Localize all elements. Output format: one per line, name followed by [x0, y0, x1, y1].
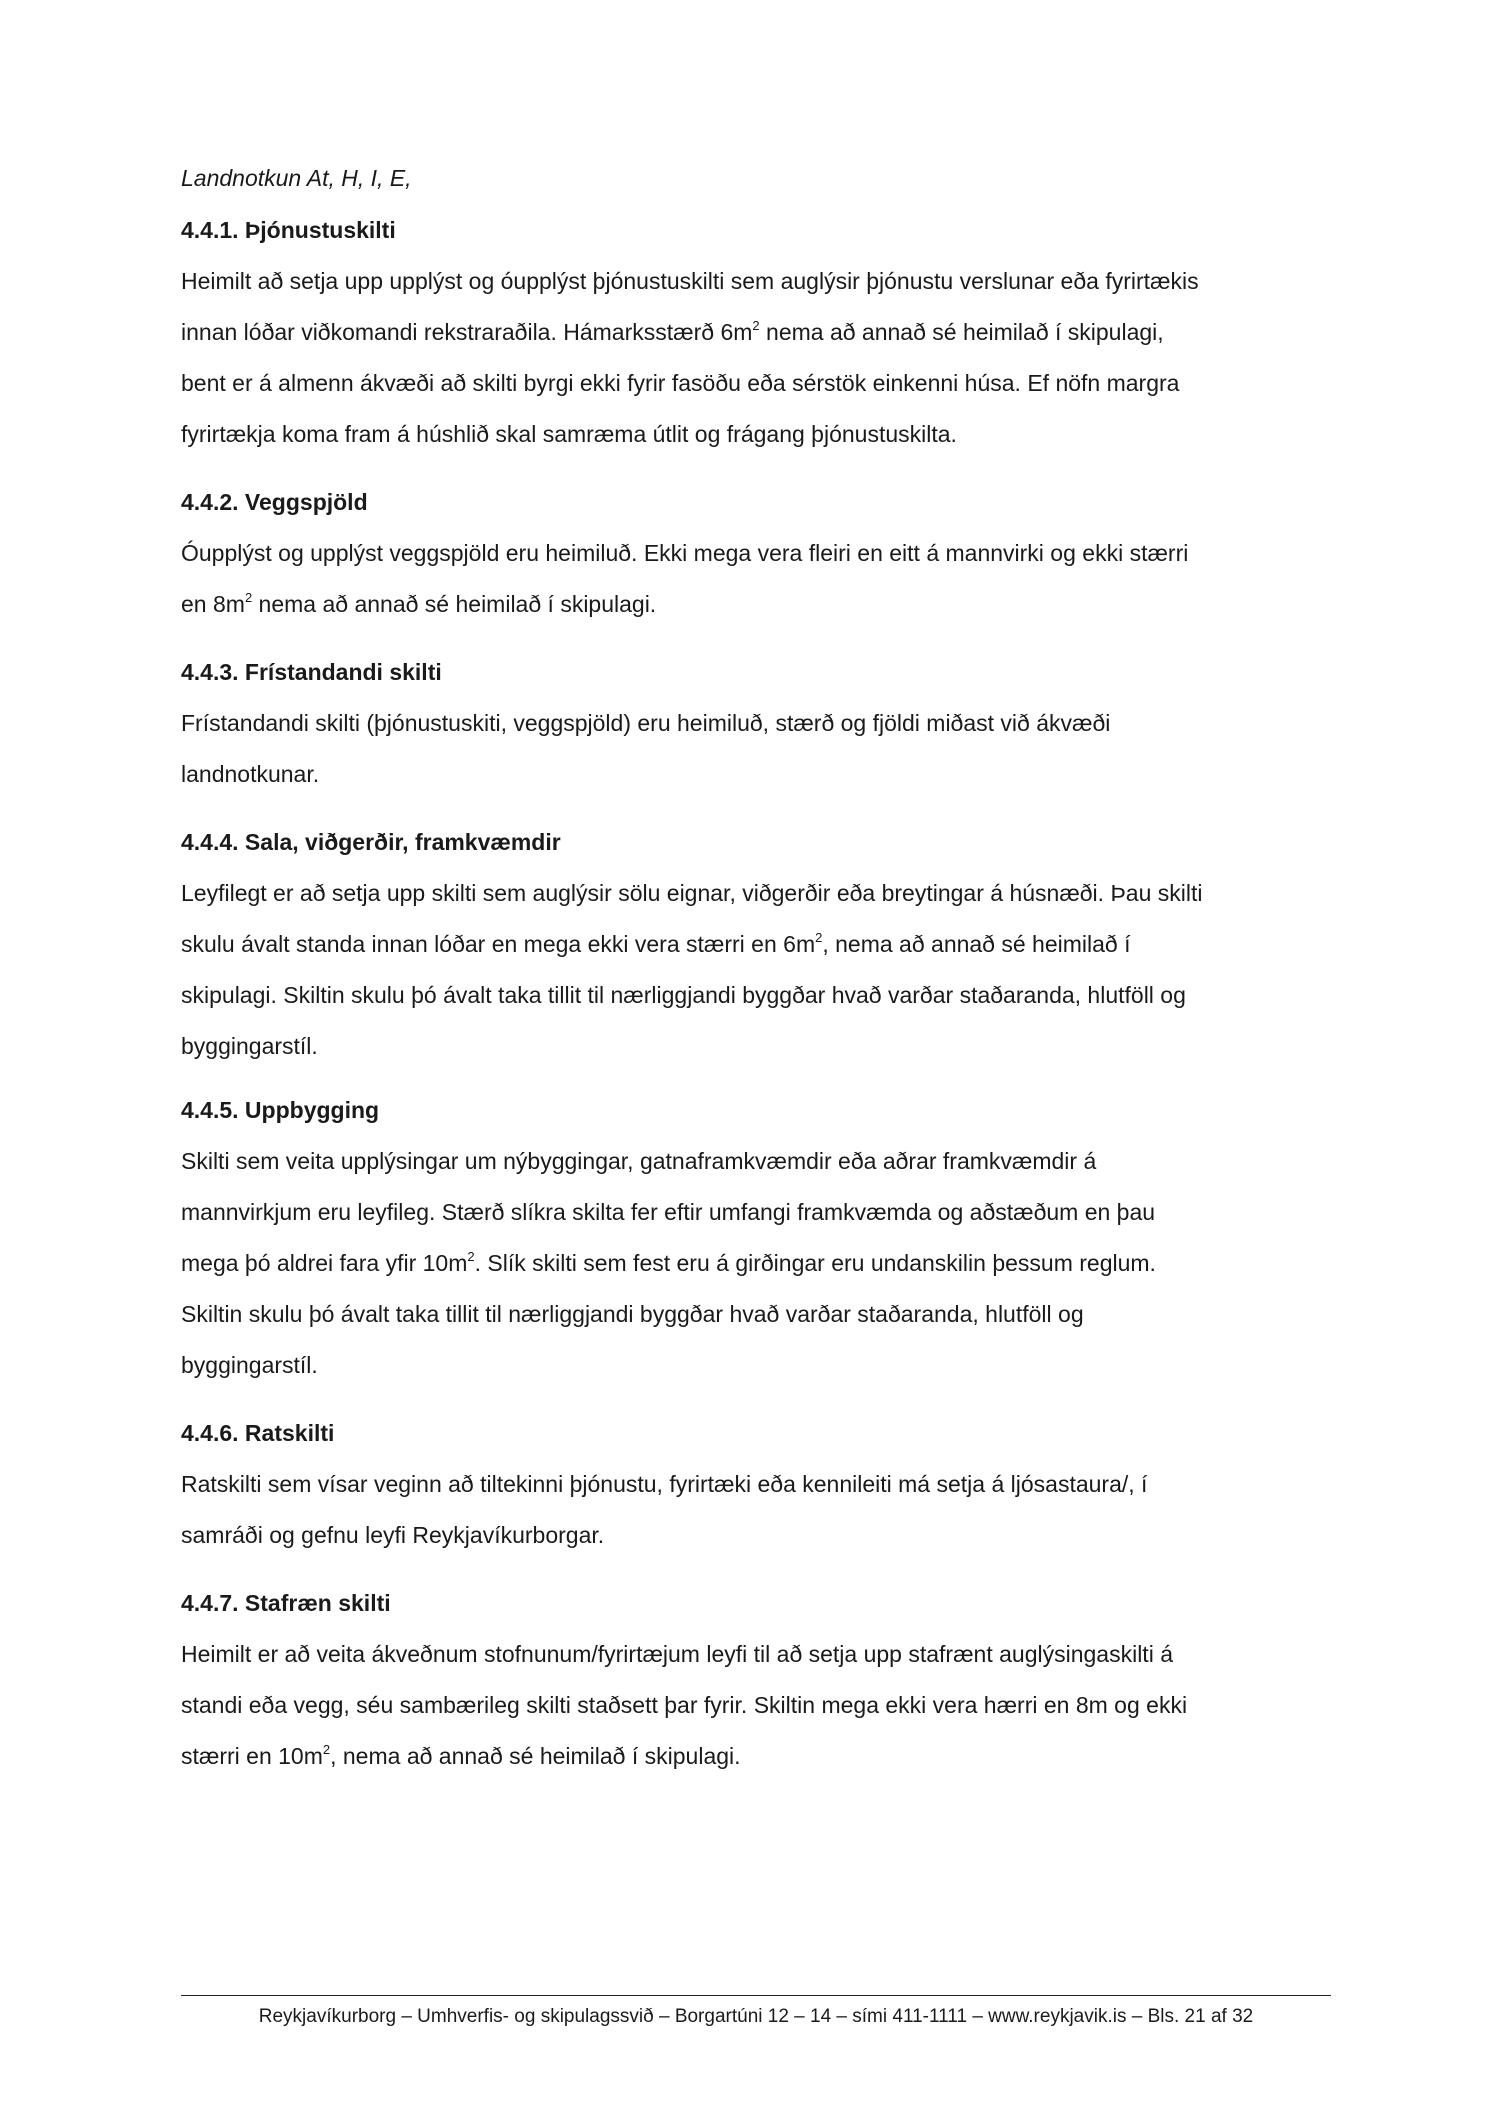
section-paragraph [181, 868, 1331, 1072]
section-heading: 4.4.1. Þjónustuskilti [181, 217, 396, 243]
section-heading: 4.4.7. Stafræn skilti [181, 1590, 391, 1616]
paragraph-line: fyrirtækja koma fram á húshlið skal samræma útlit og frágang þjónustuskilta. [181, 421, 957, 447]
paragraph-line: stærri en $10m^2$, nema að annað sé heimilað í skipulagi. [181, 1742, 741, 1769]
section-thjonustuskilti [181, 212, 1331, 460]
paragraph-line: Óupplýst og upplýst veggspjöld eru heimiluð. Ekki mega vera fleiri en eitt á mannvirki og ekki stærri [181, 540, 1189, 566]
paragraph-line: samráði og gefnu leyfi Reykjavíkurborgar. [181, 1522, 605, 1548]
section-uppbygging [181, 1092, 1331, 1391]
section-sala-vidgerdir [181, 824, 1331, 1072]
paragraph-line: Ratskilti sem vísar veginn að tiltekinni þjónustu, fyrirtæki eða kennileiti má setja á ljósastaura/, í [181, 1471, 1148, 1497]
section-heading: 4.4.2. Veggspjöld [181, 489, 368, 515]
page-footer: Reykjavíkurborg – Umhverfis- og skipulagssvið – Borgartúni 12 – 14 – sími 411-1111 – www.reykjavik.is – Bls. 21 af 32 [258, 2006, 1254, 2027]
footer-divider [181, 1995, 1331, 1996]
paragraph-line: skipulagi. Skiltin skulu þó ávalt taka tillit til nærliggjandi byggðar hvað varðar staðaranda, hlutföll og [181, 982, 1186, 1008]
section-paragraph [181, 1459, 1331, 1561]
land-use-note: Landnotkun At, H, I, E, [181, 165, 412, 191]
paragraph-line: mannvirkjum eru leyfileg. Stærð slíkra skilta fer eftir umfangi framkvæmda og aðstæðum en þau [181, 1199, 1156, 1225]
section-paragraph [181, 698, 1331, 800]
section-veggspjold [181, 484, 1331, 630]
paragraph-line: byggingarstíl. [181, 1033, 318, 1059]
paragraph-line: innan lóðar viðkomandi rekstraraðila. Hámarksstærð $6m^2$ nema að annað sé heimilað í skipulagi, [181, 318, 1164, 345]
paragraph-line: Leyfilegt er að setja upp skilti sem auglýsir sölu eignar, viðgerðir eða breytingar á húsnæði. Þau skilti [181, 880, 1203, 906]
section-ratskilti [181, 1415, 1331, 1561]
paragraph-line: bent er á almenn ákvæði að skilti byrgi ekki fyrir fasöðu eða sérstök einkenni húsa. Ef nöfn margra [181, 370, 1180, 396]
section-heading: 4.4.3. Frístandandi skilti [181, 659, 442, 685]
section-paragraph [181, 256, 1331, 460]
paragraph-line: Frístandandi skilti (þjónustuskiti, veggspjöld) eru heimiluð, stærð og fjöldi miðast við ákvæði [181, 710, 1111, 736]
superscript: 2 [815, 930, 823, 945]
paragraph-line: Skiltin skulu þó ávalt taka tillit til nærliggjandi byggðar hvað varðar staðaranda, hlutföll og [181, 1301, 1084, 1327]
superscript: 2 [322, 1742, 331, 1757]
section-heading: 4.4.6. Ratskilti [181, 1420, 335, 1446]
paragraph-line: standi eða vegg, séu sambærileg skilti staðsett þar fyrir. Skiltin mega ekki vera hærri en 8m og ekki [181, 1692, 1188, 1718]
paragraph-line: Heimilt að setja upp upplýst og óupplýst þjónustuskilti sem auglýsir þjónustu verslunar eða fyrirtækis [181, 268, 1199, 294]
superscript: 2 [467, 1249, 475, 1264]
section-heading: 4.4.5. Uppbygging [181, 1097, 380, 1123]
section-paragraph [181, 1136, 1331, 1391]
paragraph-line: Heimilt er að veita ákveðnum stofnunum/fyrirtæjum leyfi til að setja upp stafrænt auglýsingaskilti á [181, 1641, 1173, 1667]
superscript: 2 [244, 590, 253, 605]
section-fristandandi-skilti [181, 654, 1331, 800]
section-heading: 4.4.4. Sala, viðgerðir, framkvæmdir [181, 829, 561, 855]
document-body [181, 158, 1331, 1782]
paragraph-line: byggingarstíl. [181, 1352, 318, 1378]
paragraph-line: mega þó aldrei fara yfir $10m^2$. Slík skilti sem fest eru á girðingar eru undanskilin þessum reglum. [181, 1249, 1156, 1276]
paragraph-line: Skilti sem veita upplýsingar um nýbyggingar, gatnaframkvæmdir eða aðrar framkvæmdir á [181, 1148, 1097, 1174]
paragraph-line: landnotkunar. [181, 761, 320, 787]
superscript: 2 [752, 318, 760, 333]
section-stafraen-skilti [181, 1585, 1331, 1782]
paragraph-line: en $8m^2$ nema að annað sé heimilað í skipulagi. [181, 590, 657, 617]
paragraph-line: skulu ávalt standa innan lóðar en mega ekki vera stærri en $6m^2$, nema að annað sé heimilað í [181, 930, 1131, 957]
section-paragraph [181, 528, 1331, 630]
section-paragraph [181, 1629, 1331, 1782]
